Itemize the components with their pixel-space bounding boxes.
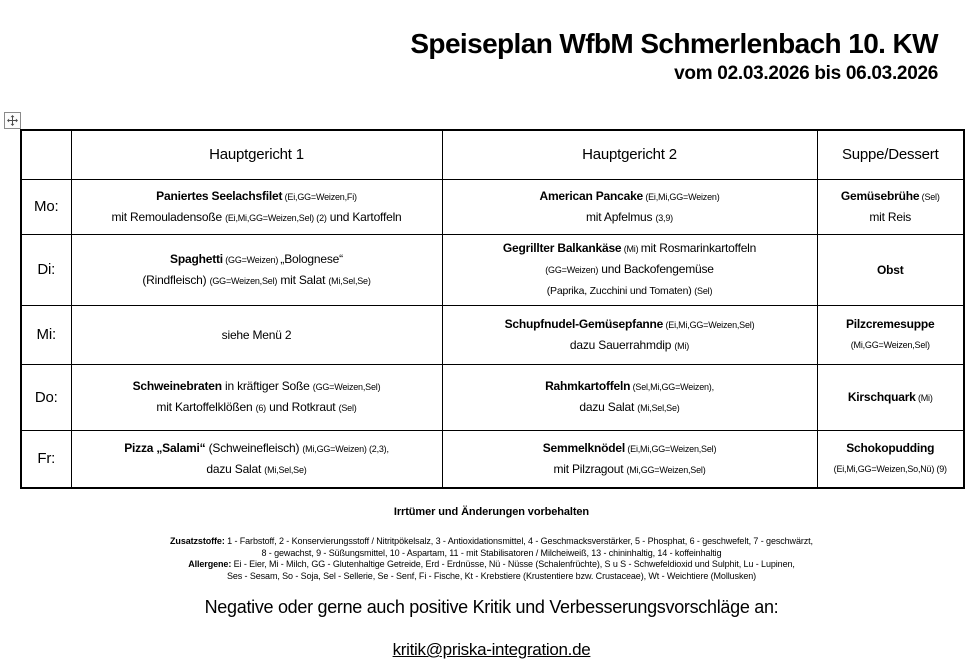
menu-cell xyxy=(71,179,442,234)
dish-line xyxy=(76,270,438,291)
disclaimer-text: Irrtümer und Änderungen vorbehalten xyxy=(393,506,590,518)
text-segment: (Rindfleisch) xyxy=(142,272,210,287)
menu-row xyxy=(21,305,964,364)
text-segment: und Backofengemüse xyxy=(598,262,714,276)
text-segment: (GG=Weizen) xyxy=(222,254,281,265)
dish-line xyxy=(76,438,438,459)
text-segment: Kirschquark xyxy=(847,389,916,404)
feedback-prompt: Negative oder gerne auch positive Kritik und Verbesserungsvorschläge an: xyxy=(204,597,779,617)
text-segment: Gemüsebrühe xyxy=(840,189,920,203)
text-segment: (Paprika, Zucchini und Tomaten) xyxy=(546,285,695,297)
text-segment: (Ei,Mi,GG=Weizen,Sel) xyxy=(625,443,717,454)
zusatzstoffe-text-1: 1 - Farbstoff, 2 - Konservierungsstoff / Nitritpökelsalz, 3 - Antioxidationsmittel, 4 - Geschmacksverstärker, 5 - Phosphat, 6 - geschwefelt, 7 - geschwärzt, xyxy=(224,536,813,546)
column-header-suppe-dessert: Suppe/Dessert xyxy=(817,130,964,179)
page-title: Speiseplan WfbM Schmerlenbach 10. KW xyxy=(410,28,938,59)
column-header-hauptgericht-1: Hauptgericht 1 xyxy=(71,130,442,179)
text-segment: (Ei,Mi,GG=Weizen,So,Nü) (9) xyxy=(833,464,947,475)
text-segment: dazu Salat xyxy=(206,461,265,476)
dish-line xyxy=(447,314,813,335)
text-segment: Pizza „Salami“ xyxy=(124,440,206,455)
dish-line xyxy=(76,325,438,345)
dish-line xyxy=(822,334,960,355)
text-segment: mit Salat xyxy=(277,272,329,287)
four-way-arrow-icon xyxy=(7,115,18,126)
allergene-line-2: Ses - Sesam, So - Soja, Sel - Sellerie, Se - Senf, Fi - Fische, Kt - Krebstiere (Krustentiere bzw. Crustaceae), Wt - Weichtiere (Mollusken) xyxy=(226,570,757,581)
allergene-label: Allergene: xyxy=(188,559,232,569)
menu-cell xyxy=(442,234,817,305)
dish-line xyxy=(447,186,813,207)
footer-notes xyxy=(20,506,963,660)
text-segment: Rahmkartoffeln xyxy=(545,379,631,393)
text-segment: Pilzcremesuppe xyxy=(845,317,935,331)
text-segment: (GG=Weizen,Sel) xyxy=(209,275,278,286)
dish-line xyxy=(822,458,960,479)
dish-line xyxy=(822,438,960,458)
text-segment: (Ei,Mi,GG=Weizen,Sel) (2) xyxy=(225,212,327,223)
text-segment: Semmelknödel xyxy=(542,440,626,455)
text-segment: (Sel) xyxy=(694,286,713,296)
menu-cell xyxy=(817,234,964,305)
day-label: Do: xyxy=(21,364,71,430)
text-segment: (Mi) xyxy=(915,392,933,403)
day-label: Fr: xyxy=(21,430,71,488)
dish-line xyxy=(76,459,438,480)
column-header-hauptgericht-2: Hauptgericht 2 xyxy=(442,130,817,179)
dish-line xyxy=(76,186,438,207)
text-segment: (GG=Weizen) xyxy=(545,265,599,275)
menu-cell xyxy=(817,364,964,430)
text-segment: siehe Menü 2 xyxy=(221,327,292,342)
text-segment: (Mi) xyxy=(674,340,690,351)
day-label: Di: xyxy=(21,234,71,305)
text-segment: Schweinebraten xyxy=(132,379,222,393)
allergene-text-1: Ei - Eier, Mi - Milch, GG - Glutenhaltige Getreide, Erd - Erdnüsse, Nü - Nüsse (Schalenfrüchte), S u S - Schwefeldioxid und Sulphit, Lu - Lupinen, xyxy=(231,559,795,569)
feedback-email-link[interactable]: kritik@priska-integration.de xyxy=(392,640,591,659)
dish-line xyxy=(76,249,438,270)
menu-cell xyxy=(817,305,964,364)
menu-cell xyxy=(442,364,817,430)
text-segment: (Ei,GG=Weizen,Fi) xyxy=(282,191,357,202)
text-segment: (Schweinefleisch) xyxy=(205,440,303,455)
menu-cell xyxy=(817,430,964,488)
text-segment: (Mi,GG=Weizen,Sel) xyxy=(850,340,930,350)
dish-line xyxy=(822,387,960,408)
text-segment: (3,9) xyxy=(655,212,673,223)
text-segment: mit Reis xyxy=(869,210,912,224)
text-segment: (Mi,GG=Weizen) (2,3), xyxy=(302,443,389,454)
text-segment: (Sel,Mi,GG=Weizen), xyxy=(630,382,714,392)
dish-line xyxy=(76,376,438,397)
text-segment: mit Apfelmus xyxy=(586,209,656,224)
dish-line xyxy=(447,280,813,301)
text-segment: mit Kartoffelklößen xyxy=(156,400,256,414)
text-segment: in kräftiger Soße xyxy=(221,379,313,393)
text-segment: (Sel) xyxy=(919,192,940,202)
allergene-line-1 xyxy=(20,559,963,571)
menu-cell xyxy=(71,430,442,488)
dish-line xyxy=(447,259,813,280)
dish-line xyxy=(447,376,813,397)
text-segment: Gegrillter Balkankäse xyxy=(502,241,622,255)
menu-cell xyxy=(71,364,442,430)
text-segment: (Ei,Mi,GG=Weizen,Sel) xyxy=(663,319,755,330)
header-row xyxy=(21,130,964,179)
text-segment: Schupfnudel-Gemüsepfanne xyxy=(504,316,664,331)
dish-line xyxy=(76,207,438,228)
menu-row xyxy=(21,364,964,430)
text-segment: mit Rosmarinkartoffeln xyxy=(640,241,757,255)
dish-line xyxy=(822,314,960,334)
date-range: vom 02.03.2026 bis 06.03.2026 xyxy=(674,63,938,84)
table-move-handle-icon[interactable] xyxy=(4,112,21,129)
dish-line xyxy=(447,438,813,459)
dish-line xyxy=(447,335,813,356)
text-segment: Schokopudding xyxy=(846,441,935,456)
text-segment: (Mi) xyxy=(621,244,641,254)
text-segment: und Rotkraut xyxy=(265,400,339,414)
menu-row xyxy=(21,234,964,305)
zusatzstoffe-line-1 xyxy=(20,536,963,548)
text-segment: (Mi,GG=Weizen,Sel) xyxy=(626,464,706,475)
text-segment: (GG=Weizen,Sel) xyxy=(312,382,381,392)
text-segment: mit Pilzragout xyxy=(553,461,627,476)
text-segment: (Ei,Mi,GG=Weizen) xyxy=(643,191,720,202)
menu-row xyxy=(21,179,964,234)
corner-cell xyxy=(21,130,71,179)
text-segment: (Mi,Sel,Se) xyxy=(637,403,680,413)
text-segment: dazu Salat xyxy=(579,400,638,414)
text-segment: Paniertes Seelachsfilet xyxy=(156,188,283,203)
document-header xyxy=(410,28,938,85)
text-segment: und Kartoffeln xyxy=(326,209,402,224)
dish-line xyxy=(822,186,960,207)
text-segment: Spaghetti xyxy=(170,251,223,266)
menu-cell xyxy=(442,430,817,488)
meal-plan-table xyxy=(20,129,965,489)
text-segment: mit Remouladensoße xyxy=(111,209,226,224)
text-segment: (Mi,Sel,Se) xyxy=(264,464,307,475)
day-label: Mi: xyxy=(21,305,71,364)
text-segment: „Bolognese“ xyxy=(280,251,343,266)
dish-line xyxy=(447,459,813,480)
dish-line xyxy=(447,397,813,418)
text-segment: American Pancake xyxy=(539,188,644,203)
text-segment: (Mi,Sel,Se) xyxy=(328,275,371,286)
menu-cell xyxy=(71,305,442,364)
dish-line xyxy=(447,207,813,228)
text-segment: (6) xyxy=(255,403,266,413)
menu-cell xyxy=(442,179,817,234)
dish-line xyxy=(447,238,813,259)
additives-allergens-block xyxy=(20,536,963,582)
menu-cell xyxy=(71,234,442,305)
zusatzstoffe-label: Zusatzstoffe: xyxy=(170,536,225,546)
text-segment: dazu Sauerrahmdip xyxy=(569,337,675,352)
menu-cell xyxy=(817,179,964,234)
menu-row xyxy=(21,430,964,488)
dish-line xyxy=(822,260,960,280)
day-label: Mo: xyxy=(21,179,71,234)
text-segment: Obst xyxy=(876,262,904,277)
dish-line xyxy=(76,397,438,418)
menu-cell xyxy=(442,305,817,364)
dish-line xyxy=(822,207,960,227)
zusatzstoffe-line-2: 8 - gewachst, 9 - Süßungsmittel, 10 - Aspartam, 11 - mit Stabilisatoren / Milcheiweiß, 13 - chininhaltig, 14 - koffeinhaltig xyxy=(261,547,722,558)
text-segment: (Sel) xyxy=(338,403,357,413)
